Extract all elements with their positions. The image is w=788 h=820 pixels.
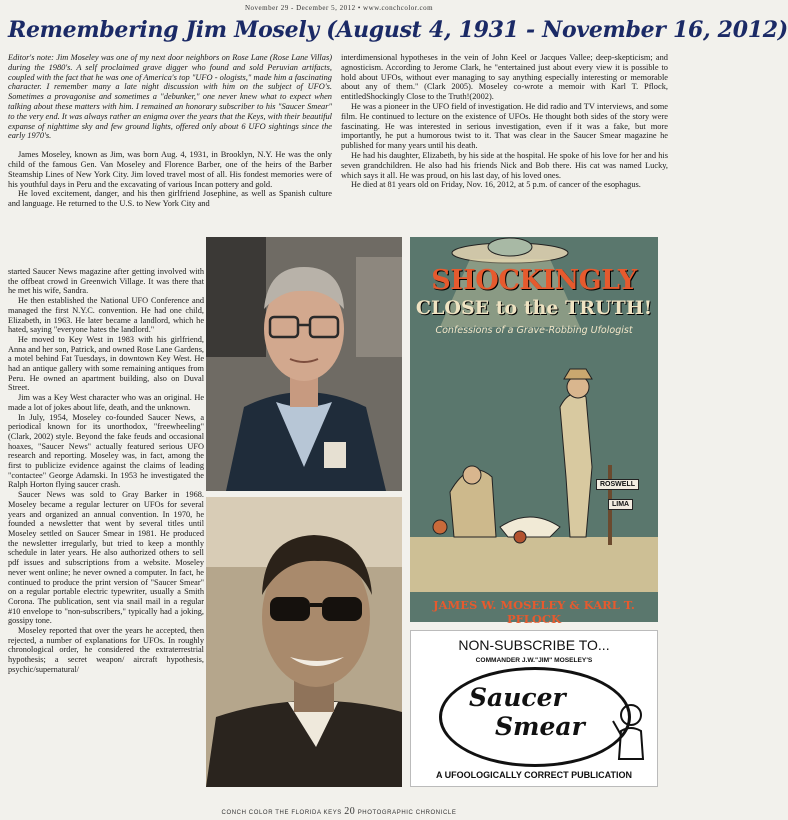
- narrow-paragraph-3: He moved to Key West in 1983 with his girlfriend, Anna and her son, Patrick, and owned Rose Lane Gardens, a motel behind Fat Tuesdays, in downtown Key West. He had an antique gallery with some remaining antiques from Peru. He owned an apartment building, also on Duval Street.: [8, 334, 204, 393]
- ad-tagline: A UFOOLOGICALLY CORRECT PUBLICATION: [435, 770, 632, 780]
- article-title: Remembering Jim Mosely (August 4, 1931 - November 16, 2012): [8, 17, 788, 43]
- book-subtitle: Confessions of a Grave-Robbing Ufologist: [435, 325, 633, 336]
- editors-note: Editor's note: Jim Moseley was one of my next door neighbors on Rose Lane (Rose Lane Villas) during the 1980's. A self proclaimed grave digger who found and sold Peruvian artifacts, coupled with the fact that he was one of America's top "UFO - ologists," made him a fascinating character. I remember many a late night discussion with him on the subject of UFO's. Sometimes a provagonise and sometimes a "debunker," one never knew what to expect when talking about these matters with him. I remained an honorary subscriber to his "Saucer Smear" to the very end. It was always rather an enigma over the years that the Keys, with their beautiful expanse of nighttime sky and few ground lights, offered only about 6 UFO sightings since the early 1970's.: [8, 53, 332, 141]
- narrow-paragraph-2: He then established the National UFO Conference and managed the first N.Y.C. convention. He had one child, Elizabeth, in 1963. He later became a landlord, which he hated, saying "everyone hates the landlord.": [8, 296, 204, 335]
- narrow-paragraph-7: Moseley reported that over the years he accepted, then rejected, a number of explanations for UFOs. In roughly chronological order, he considered the extraterrestrial hypothesis; a secret weapon/ aircraft hypothesis, psychic/supernatural/: [8, 626, 204, 674]
- intro-paragraph-2: He loved excitement, danger, and his then girlfriend Josephine, as well as Spanish culture and language. He returned to the U.S. to New York City and: [8, 189, 332, 209]
- ad-commander-line: COMMANDER J.W."JIM" MOSELEY'S: [475, 657, 593, 664]
- narrow-paragraph-4: Jim was a Key West character who was an original. He made a lot of jokes about life, death, and the unknown.: [8, 393, 204, 412]
- right-paragraph-4: He died at 81 years old on Friday, Nov. 16, 2012, at 5 p.m. of cancer of the esophagus.: [351, 180, 641, 190]
- narrow-column: [8, 267, 204, 787]
- logo-word-smear: Smear: [495, 712, 585, 741]
- saucer-smear-ad: [410, 630, 658, 787]
- book-title-line1: SHOCKINGLY: [431, 265, 637, 296]
- footer-section: PHOTOGRAPHIC CHRONICLE: [357, 810, 457, 816]
- intro-paragraph-1: James Moseley, known as Jim, was born Aug. 4, 1931, in Brooklyn, N.Y. He was the only child of the famous Gen. Van Moseley and Florence Barber, one of the heirs of the Barber Steamship Lines of New York City. Jim loved travel most of all. His fondest memories were of his youthful days in Peru and the excavating of various Incan pottery and gold.: [8, 150, 332, 189]
- narrow-paragraph-6: Saucer News was sold to Gray Barker in 1968. Moseley became a regular lecturer on UFOs for several years and organized an annual convention. In 1970, he founded a newsletter that went by several titles until Moseley settled on Saucer Smear in 1981. He produced the newsletter irregularly, but tried to keep a monthly schedule in later years. He also authorized others to sell pdf issues and subscriptions from a website. Moseley never went online; he never owned a computer. In fact, he continued to produce the print version of "Saucer Smear" on a regular portable electric typewriter, usually a Smith Corona. The publication, sent via snail mail in a regular #10 envelope to "non-subscribers," typically had a joking, gossipy tone.: [8, 490, 204, 626]
- right-paragraph-3: He had his daughter, Elizabeth, by his side at the hospital. He spoke of his love for her and his seven grandchildren. He also had his friends Nick and Bob there. His cat was named Lucky, which says it all. He was proud, on his last day, of his loved ones.: [341, 150, 668, 180]
- photo-jim-moseley-older: [206, 237, 402, 491]
- narrow-paragraph-5: In July, 1954, Moseley co-founded Saucer News, a periodical known for its unorthodox, "freewheeling" (Clark, 2002) style. Beyond the fake feuds and occasional hoaxes, "Saucer News" actually featured serious UFO research and reporting. Moseley was, in fact, among the first to publicize evidence against the claims of leading "contactee" George Adamski. In 1953 he investigated the Ralph Horton flying saucer crash.: [8, 412, 204, 490]
- page-footer: [0, 806, 678, 817]
- narrow-paragraph-1: started Saucer News magazine after getting involved with the offbeat crowd in Greenwich Village. It was there that he met his wife, Sandra.: [8, 267, 204, 296]
- cartoon-alien-icon: [611, 701, 651, 761]
- saucer-smear-logo: [469, 683, 599, 741]
- book-authors: JAMES W. MOSELEY & KARL T. PFLOCK: [433, 598, 635, 626]
- ad-headline: NON-SUBSCRIBE TO...: [458, 637, 610, 653]
- book-cover-shockingly-close: [410, 237, 658, 626]
- page-number: 20: [344, 806, 356, 817]
- logo-word-saucer: Saucer: [469, 683, 566, 712]
- footer-publication: CONCH COLOR THE FLORIDA KEYS: [221, 810, 342, 816]
- sign-lima: LIMA: [608, 499, 633, 510]
- photo-jim-moseley-young: [206, 497, 402, 787]
- left-column-top: [8, 53, 332, 209]
- right-paragraph-2: He was a pioneer in the UFO field of investigation. He did radio and TV interviews, and some film. He continued to lecture on the existence of UFOs. He thought both sides of the story were fascinating. He was interested in serious investigation, even if it was a fake, but more importantly, he put a humorous twist to it. That was clear in the Saucer Smear magazine he published for many years until his death.: [341, 101, 668, 151]
- sign-roswell: ROSWELL: [596, 479, 639, 490]
- right-column: [341, 53, 668, 190]
- right-paragraph-1: interdimensional hypotheses in the vein of John Keel or Jacques Vallee; deep-skepticism; and agnosticism. According to Jerome Clark, he "entertained just about every view it is possible to hold about UFOs, without ever managing to say anything especially interesting or memorable about any of them." (Clark 2005). Moseley co-wrote a memoir with Karl T. Pflock, entitledShockingly Close to the Truth!(2002).: [341, 53, 668, 102]
- book-title-line2: CLOSE to the TRUTH!: [415, 297, 653, 319]
- issue-date-header: November 29 - December 5, 2012 • www.conchcolor.com: [244, 4, 434, 12]
